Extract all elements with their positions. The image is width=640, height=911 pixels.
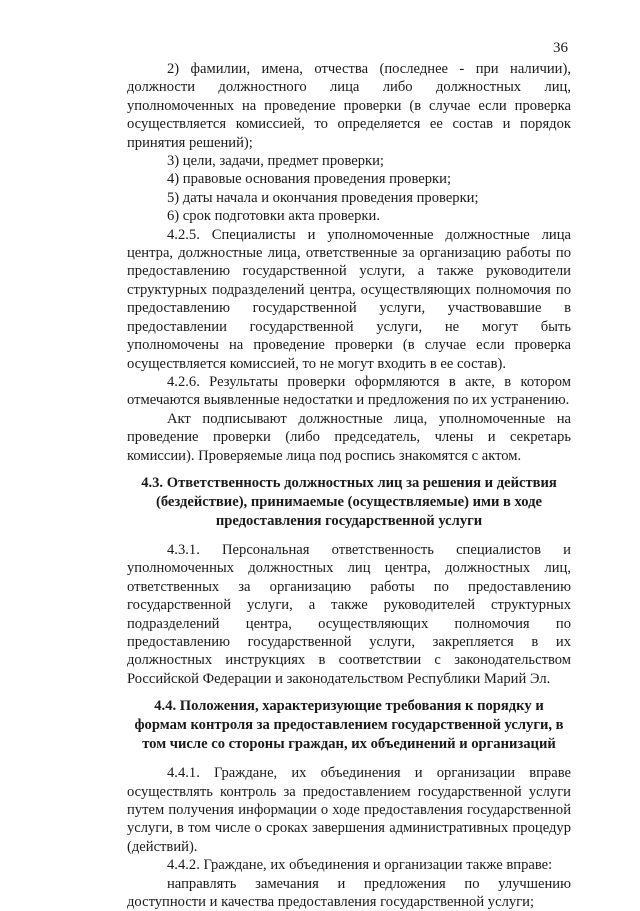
paragraph-4-2-6: 4.2.6. Результаты проверки оформляются в акте, в котором отмечаются выявленные недостатки и предложения по их устранению. — [127, 373, 571, 409]
paragraph-list-item-5: 5) даты начала и окончания проведения проверки; — [167, 189, 479, 206]
paragraph-4-4-2: 4.4.2. Граждане, их объединения и организации также вправе: — [167, 857, 553, 874]
document-body — [127, 60, 571, 911]
paragraph-4-4-1: 4.4.1. Граждане, их объединения и организации вправе осуществлять контроль за предоставлением государственной услуги путем получения информации о ходе предоставления государственной услуги, в том числе о сроках завершения административных процедур (действий). — [127, 765, 571, 855]
section-heading-4-4: 4.4. Положения, характеризующие требования к порядку и формам контроля за предоставлением государственной услуги, в том числе со стороны граждан, их объединений и организаций — [134, 698, 564, 753]
paragraph-act-signing: Акт подписывают должностные лица, уполномоченные на проведение проверки (либо председатель, члены и секретарь комиссии). Проверяемые лица под роспись знакомятся с актом. — [127, 410, 571, 464]
paragraph-list-item-3: 3) цели, задачи, предмет проверки; — [167, 153, 384, 170]
paragraph-list-item-4: 4) правовые основания проведения проверки; — [167, 171, 452, 188]
paragraph-remarks: направлять замечания и предложения по улучшению доступности и качества предоставления государственной услуги; — [127, 875, 571, 911]
paragraph-list-item-6: 6) срок подготовки акта проверки. — [167, 208, 380, 225]
section-heading-4-3: 4.3. Ответственность должностных лиц за решения и действия (бездействие), принимаемые (осуществляемые) ими в ходе предоставления государственной услуги — [141, 474, 557, 529]
paragraph-4-3-1: 4.3.1. Персональная ответственность специалистов и уполномоченных должностных лиц центра, должностных лиц, ответственных за организацию работы по предоставлению государственной услуги, а также руководителей структурных подразделений центра, осуществляющих полномочия по предоставлению государственной услуги, закрепляется в их должностных инструкциях в соответствии с законодательством Российской Федерации и законодательством Республики Марий Эл. — [127, 541, 571, 687]
page-number: 36 — [553, 40, 568, 56]
paragraph-4-2-5: 4.2.5. Специалисты и уполномоченные должностные лица центра, должностные лица, ответственные за организацию работы по предоставлению государственной услуги, а также руководители структурных подразделений центра, осуществляющих полномочия по предоставлению государственной услуги, участвовавшие в предоставлении государственной услуги, не могут быть уполномочены на проведение проверки (в случае если проверка осуществляется комиссией, то не могут входить в ее состав). — [127, 226, 571, 372]
paragraph-list-item-2: 2) фамилии, имена, отчества (последнее - при наличии), должности должностного лица либо должностных лиц, уполномоченных на проведение проверки (в случае если проверка осуществляется комиссией, то определяется ее состав и порядок принятия решений); — [127, 61, 571, 151]
